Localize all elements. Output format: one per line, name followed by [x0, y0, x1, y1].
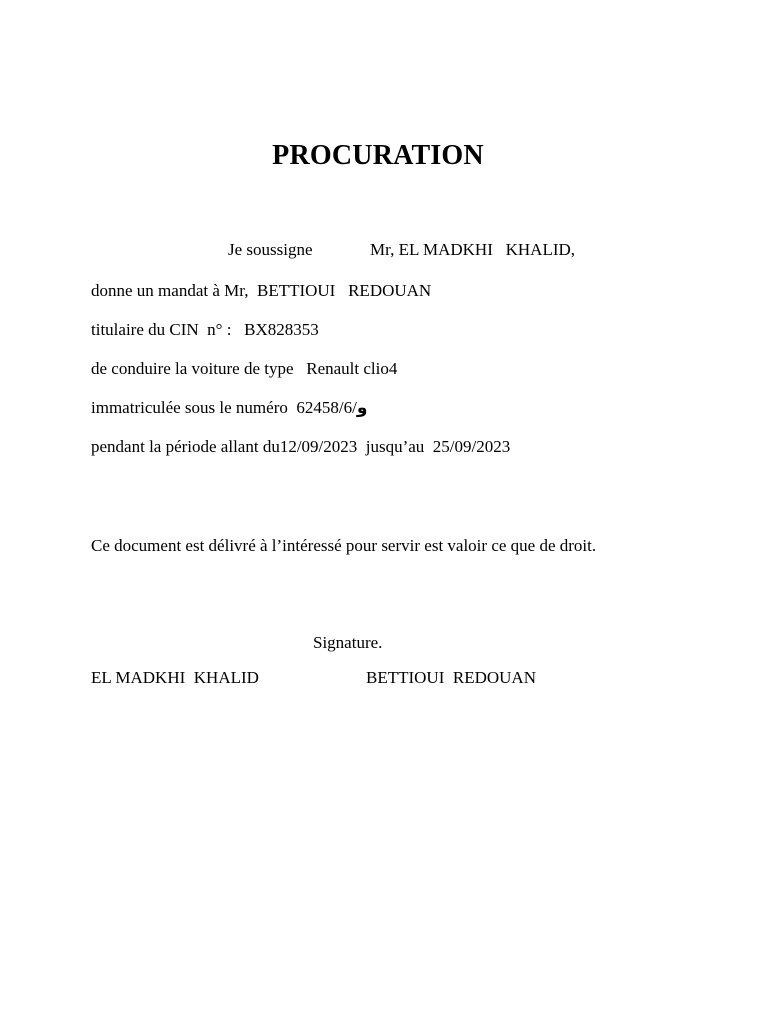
cin-line: titulaire du CIN n° : BX828353: [91, 320, 319, 339]
intro-name: Mr, EL MADKHI KHALID,: [370, 240, 576, 259]
document-title: PROCURATION: [272, 140, 484, 171]
signatory-right: BETTIOUI REDOUAN: [366, 668, 536, 687]
plate-arabic-letter: و: [356, 398, 368, 418]
plate-line: [91, 398, 367, 418]
intro-prefix: Je soussigne: [228, 240, 313, 259]
signatory-left: EL MADKHI KHALID: [91, 668, 259, 687]
mandate-line: donne un mandat à Mr, BETTIOUI REDOUAN: [91, 281, 432, 300]
plate-number: immatriculée sous le numéro 62458/6/: [91, 398, 357, 417]
period-line: pendant la période allant du12/09/2023 jusqu’au 25/09/2023: [91, 437, 511, 456]
statement-line: Ce document est délivré à l’intéressé pour servir est valoir ce que de droit.: [91, 536, 597, 555]
signature-label: Signature.: [313, 633, 383, 652]
vehicle-line: de conduire la voiture de type Renault clio4: [91, 359, 398, 378]
